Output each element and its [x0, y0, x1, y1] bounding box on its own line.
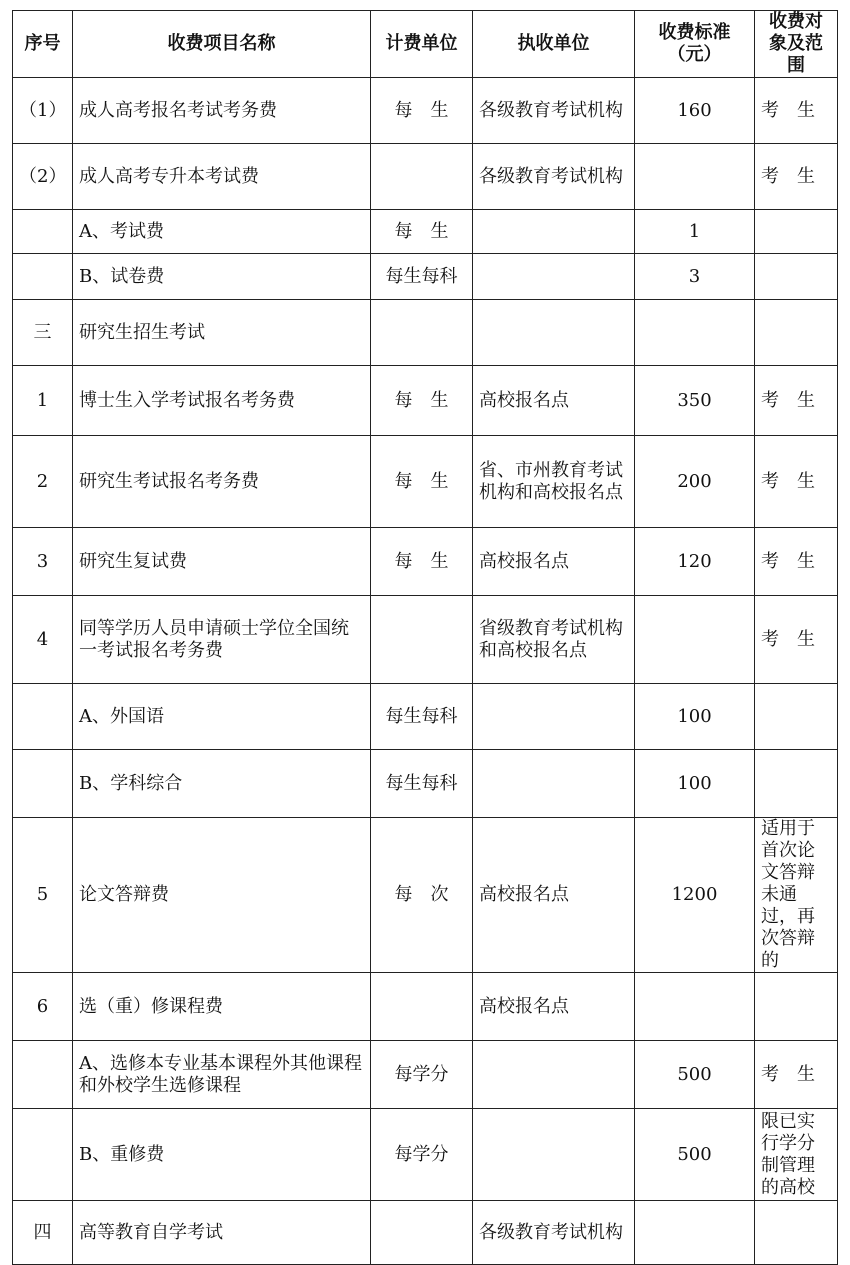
- cell-name: 论文答辩费: [73, 818, 371, 973]
- cell-collector: [473, 1041, 635, 1109]
- header-seq: 序号: [13, 11, 73, 78]
- cell-standard: 100: [635, 684, 755, 750]
- cell-seq: [13, 210, 73, 254]
- table-row: [13, 254, 838, 300]
- cell-seq: 三: [13, 300, 73, 366]
- cell-standard: 1: [635, 210, 755, 254]
- cell-collector: [473, 1109, 635, 1201]
- cell-collector: 各级教育考试机构: [473, 1201, 635, 1265]
- cell-scope: 适用于首次论文答辩未通过，再次答辩的: [755, 818, 838, 973]
- table-row: [13, 750, 838, 818]
- cell-name: 研究生招生考试: [73, 300, 371, 366]
- cell-scope: [755, 1201, 838, 1265]
- cell-collector: [473, 254, 635, 300]
- cell-unit: 每学分: [371, 1041, 473, 1109]
- cell-seq: 4: [13, 596, 73, 684]
- cell-standard: 350: [635, 366, 755, 436]
- cell-seq: 四: [13, 1201, 73, 1265]
- table-row: [13, 1109, 838, 1201]
- cell-unit: 每生每科: [371, 750, 473, 818]
- cell-unit: 每生每科: [371, 254, 473, 300]
- cell-seq: （1）: [13, 78, 73, 144]
- fee-table: [12, 10, 838, 1265]
- cell-name: B、学科综合: [73, 750, 371, 818]
- cell-standard: 100: [635, 750, 755, 818]
- cell-standard: [635, 596, 755, 684]
- cell-unit: 每 次: [371, 818, 473, 973]
- table-row: [13, 684, 838, 750]
- cell-unit: 每学分: [371, 1109, 473, 1201]
- cell-standard: [635, 1201, 755, 1265]
- cell-seq: 6: [13, 973, 73, 1041]
- cell-name: A、选修本专业基本课程外其他课程和外校学生选修课程: [73, 1041, 371, 1109]
- table-row: [13, 144, 838, 210]
- cell-seq: 2: [13, 436, 73, 528]
- table-row: [13, 818, 838, 973]
- cell-scope: 考 生: [755, 436, 838, 528]
- cell-collector: 各级教育考试机构: [473, 78, 635, 144]
- cell-name: A、外国语: [73, 684, 371, 750]
- cell-unit: [371, 596, 473, 684]
- cell-standard: [635, 300, 755, 366]
- cell-seq: [13, 1109, 73, 1201]
- cell-seq: [13, 684, 73, 750]
- cell-name: B、试卷费: [73, 254, 371, 300]
- cell-standard: [635, 973, 755, 1041]
- cell-standard: [635, 144, 755, 210]
- table-row: [13, 1041, 838, 1109]
- table-row: [13, 436, 838, 528]
- cell-unit: 每 生: [371, 528, 473, 596]
- cell-name: B、重修费: [73, 1109, 371, 1201]
- header-standard: 收费标准（元）: [635, 11, 755, 78]
- cell-name: 同等学历人员申请硕士学位全国统一考试报名考务费: [73, 596, 371, 684]
- cell-seq: 5: [13, 818, 73, 973]
- header-scope: 收费对象及范围: [755, 11, 838, 78]
- cell-collector: 高校报名点: [473, 973, 635, 1041]
- table-header-row: [13, 11, 838, 78]
- header-unit: 计费单位: [371, 11, 473, 78]
- cell-collector: 省级教育考试机构和高校报名点: [473, 596, 635, 684]
- cell-name: 博士生入学考试报名考务费: [73, 366, 371, 436]
- cell-name: 成人高考专升本考试费: [73, 144, 371, 210]
- cell-scope: [755, 750, 838, 818]
- cell-seq: [13, 750, 73, 818]
- cell-seq: 1: [13, 366, 73, 436]
- cell-collector: [473, 300, 635, 366]
- cell-name: 成人高考报名考试考务费: [73, 78, 371, 144]
- table-row: [13, 973, 838, 1041]
- cell-scope: [755, 254, 838, 300]
- cell-unit: [371, 1201, 473, 1265]
- table-row: [13, 366, 838, 436]
- cell-unit: 每 生: [371, 210, 473, 254]
- cell-name: A、考试费: [73, 210, 371, 254]
- cell-standard: 120: [635, 528, 755, 596]
- cell-scope: [755, 973, 838, 1041]
- cell-unit: [371, 973, 473, 1041]
- cell-scope: [755, 210, 838, 254]
- cell-seq: [13, 1041, 73, 1109]
- table-row: [13, 528, 838, 596]
- cell-collector: 各级教育考试机构: [473, 144, 635, 210]
- cell-name: 高等教育自学考试: [73, 1201, 371, 1265]
- table-row: [13, 78, 838, 144]
- table-row: [13, 596, 838, 684]
- table-row: [13, 1201, 838, 1265]
- table-row: [13, 300, 838, 366]
- header-name: 收费项目名称: [73, 11, 371, 78]
- cell-collector: [473, 750, 635, 818]
- cell-scope: 限已实行学分制管理的高校: [755, 1109, 838, 1201]
- cell-scope: 考 生: [755, 78, 838, 144]
- cell-seq: 3: [13, 528, 73, 596]
- table-body: [13, 78, 838, 1265]
- cell-collector: [473, 684, 635, 750]
- cell-scope: 考 生: [755, 1041, 838, 1109]
- cell-unit: [371, 300, 473, 366]
- cell-seq: [13, 254, 73, 300]
- cell-scope: [755, 300, 838, 366]
- cell-unit: [371, 144, 473, 210]
- cell-standard: 1200: [635, 818, 755, 973]
- cell-unit: 每 生: [371, 436, 473, 528]
- cell-seq: （2）: [13, 144, 73, 210]
- cell-unit: 每生每科: [371, 684, 473, 750]
- cell-collector: 高校报名点: [473, 818, 635, 973]
- cell-name: 研究生考试报名考务费: [73, 436, 371, 528]
- cell-standard: 3: [635, 254, 755, 300]
- cell-scope: 考 生: [755, 144, 838, 210]
- cell-unit: 每 生: [371, 366, 473, 436]
- cell-collector: 高校报名点: [473, 366, 635, 436]
- cell-standard: 200: [635, 436, 755, 528]
- cell-scope: 考 生: [755, 366, 838, 436]
- cell-name: 研究生复试费: [73, 528, 371, 596]
- cell-scope: 考 生: [755, 528, 838, 596]
- cell-standard: 500: [635, 1041, 755, 1109]
- header-collector: 执收单位: [473, 11, 635, 78]
- cell-collector: [473, 210, 635, 254]
- cell-collector: 省、市州教育考试机构和高校报名点: [473, 436, 635, 528]
- cell-name: 选（重）修课程费: [73, 973, 371, 1041]
- cell-scope: [755, 684, 838, 750]
- cell-standard: 160: [635, 78, 755, 144]
- table-row: [13, 210, 838, 254]
- cell-unit: 每 生: [371, 78, 473, 144]
- cell-scope: 考 生: [755, 596, 838, 684]
- cell-standard: 500: [635, 1109, 755, 1201]
- cell-collector: 高校报名点: [473, 528, 635, 596]
